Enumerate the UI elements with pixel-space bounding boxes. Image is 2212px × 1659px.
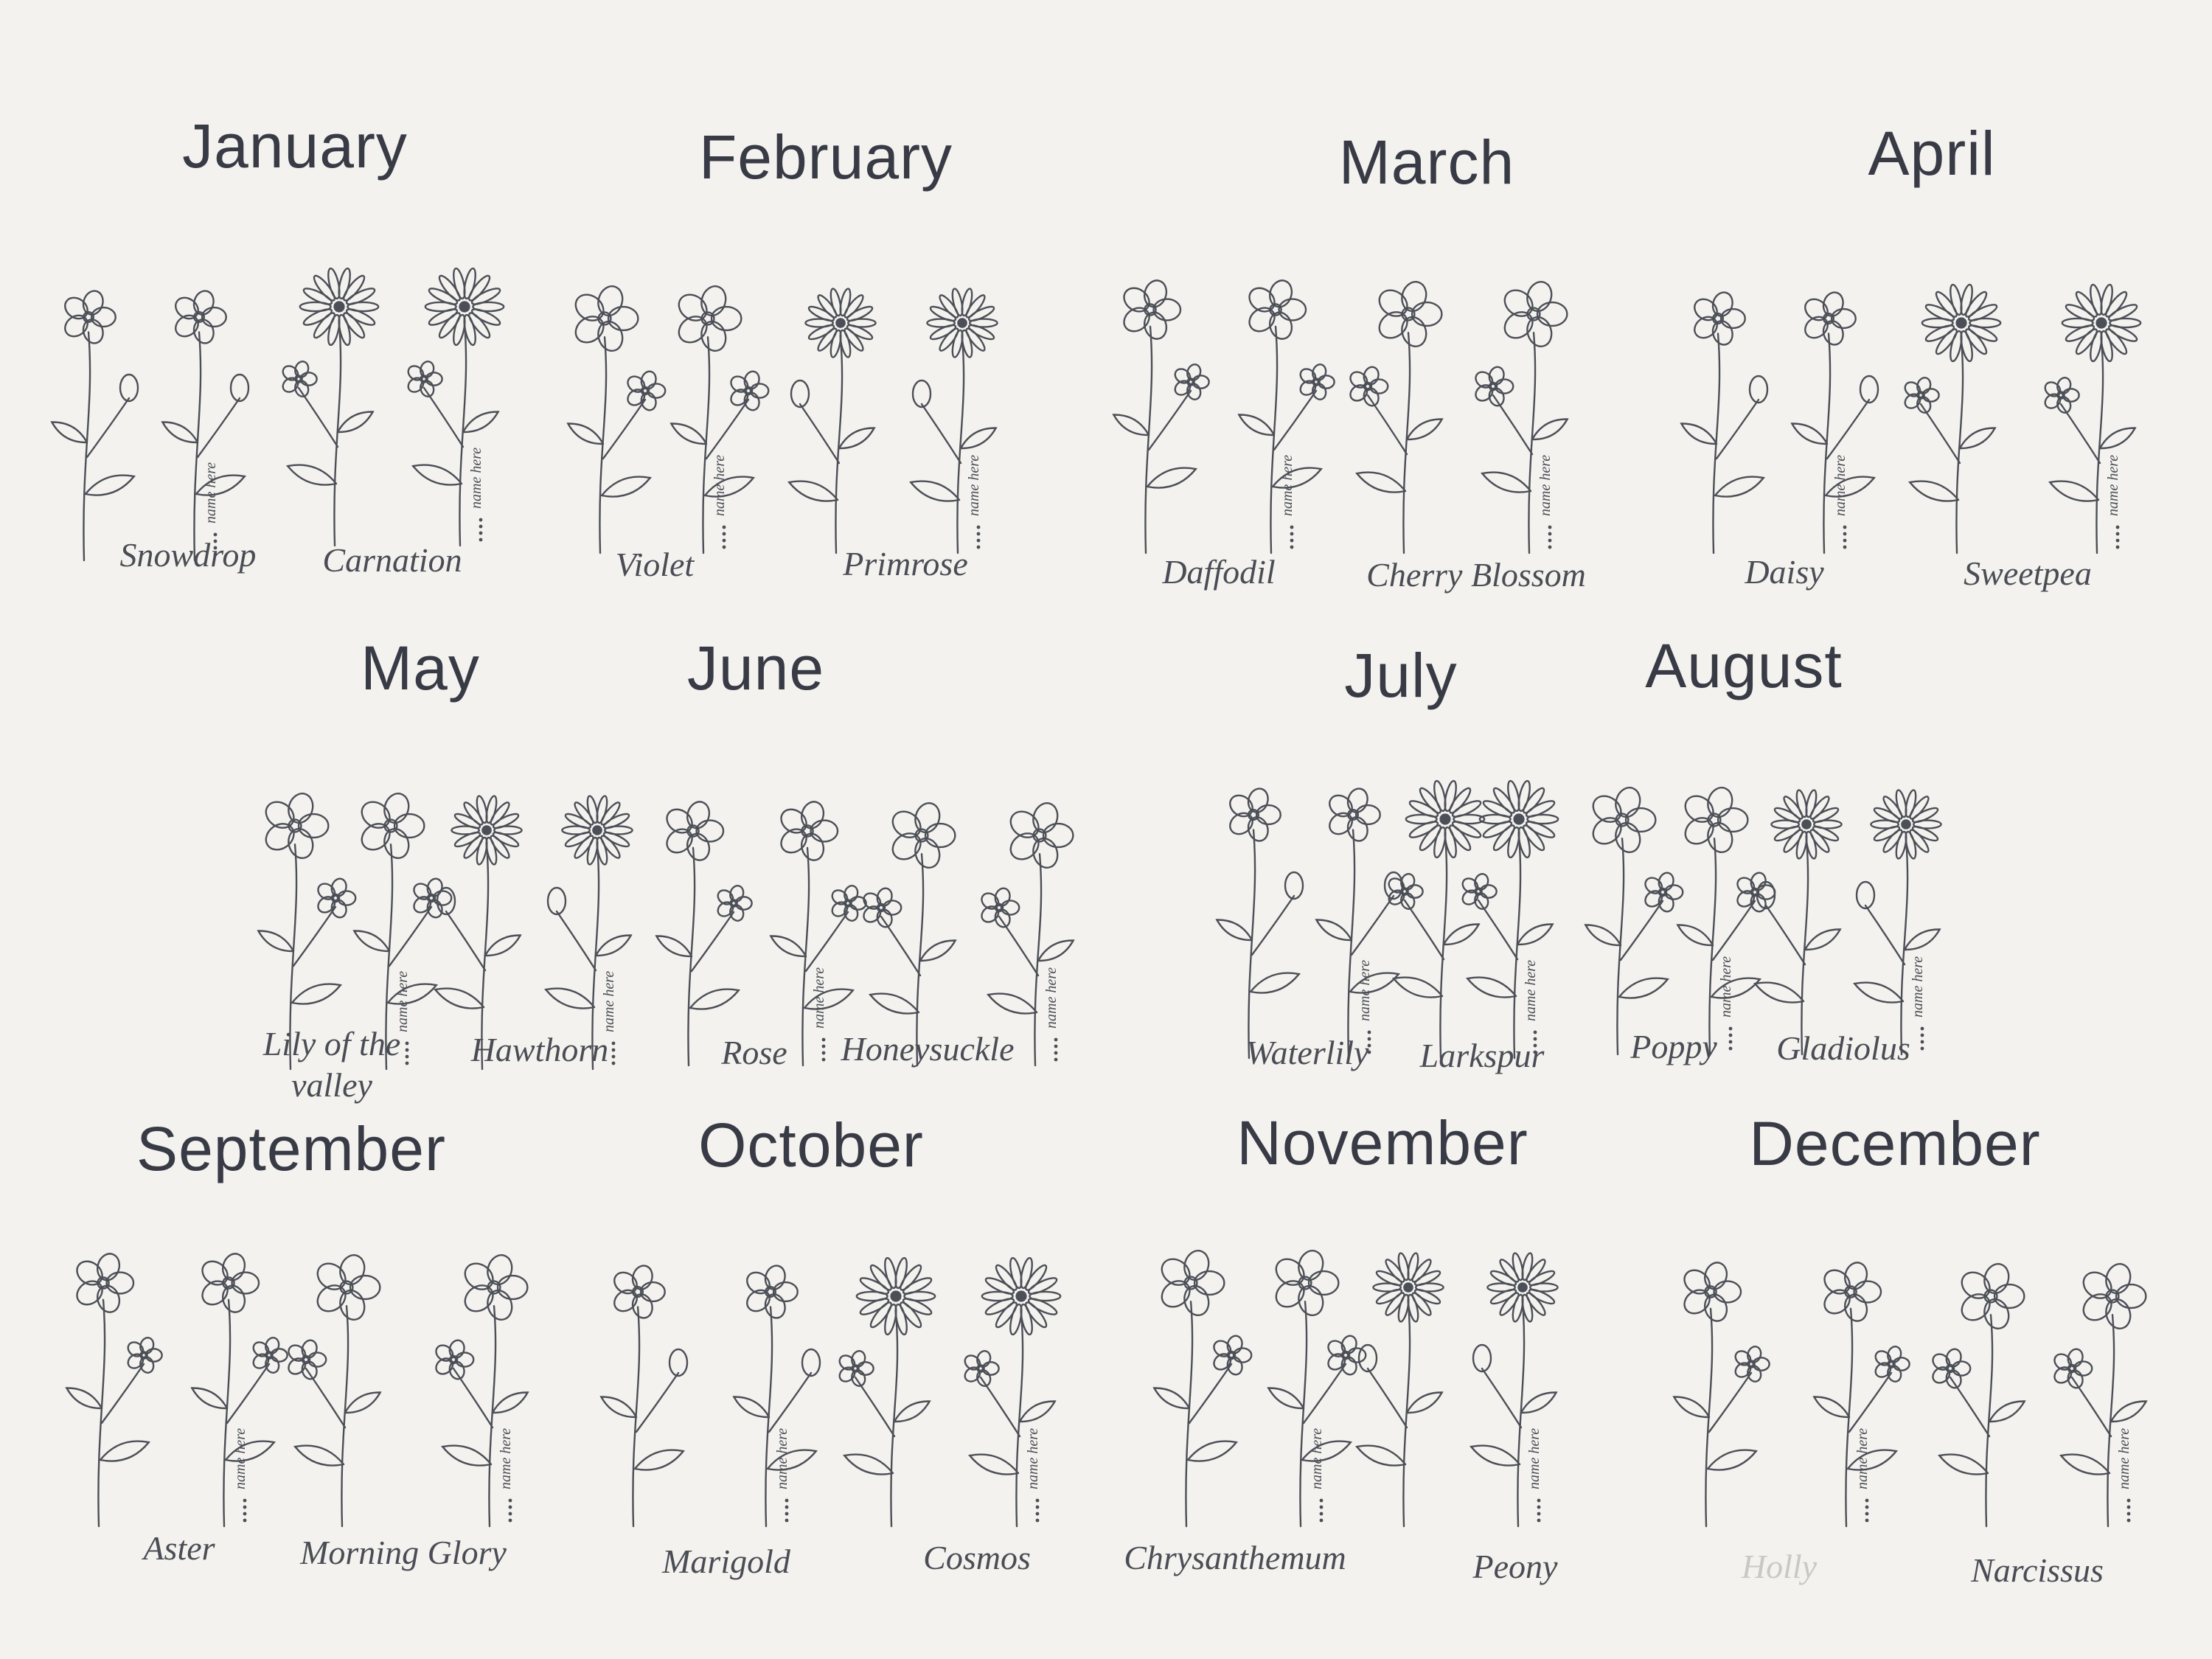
- name-here-text: name here: [1357, 959, 1373, 1021]
- stem-icon: [1300, 1301, 1307, 1526]
- flower-name-daffodil: Daffodil: [1162, 553, 1276, 591]
- leaf-icon: [66, 1388, 102, 1408]
- carnation-name-stem-illustration: [383, 251, 546, 560]
- stem-dot-icon: [785, 1512, 789, 1516]
- leaf-icon: [1239, 414, 1274, 435]
- name-here-text: name here: [498, 1427, 514, 1489]
- leaf-icon: [961, 428, 996, 448]
- leaf-icon: [1939, 1455, 1988, 1475]
- stem-dot-icon: [1036, 1506, 1040, 1509]
- leaf-icon: [1792, 423, 1827, 444]
- stem-icon: [1528, 333, 1535, 553]
- stem-dot-icon: [1548, 539, 1552, 543]
- leaf-icon: [656, 936, 692, 956]
- stem-dot-icon: [723, 526, 726, 529]
- leaf-icon: [1677, 925, 1713, 945]
- stem-dot-icon: [1537, 1512, 1541, 1516]
- stem-dot-icon: [2116, 546, 2120, 549]
- stem-dot-icon: [1865, 1519, 1869, 1523]
- stem-icon: [223, 1300, 230, 1526]
- sweetpea-illustration: [1880, 258, 2042, 568]
- stem-icon: [1348, 830, 1354, 1058]
- stem-dot-icon: [2127, 1519, 2131, 1523]
- bud-icon: [669, 1349, 687, 1376]
- leaf-icon: [1989, 1401, 2025, 1422]
- stem-dot-icon: [1320, 1506, 1324, 1509]
- flower-head-icon: [962, 1349, 999, 1388]
- leaf-icon: [1407, 1392, 1442, 1413]
- stem-icon: [1270, 327, 1277, 553]
- stem-dot-icon: [977, 539, 981, 543]
- leaf-icon: [1357, 1446, 1405, 1466]
- stem-dot-icon: [509, 1499, 512, 1503]
- stem-dot-icon: [1054, 1038, 1058, 1042]
- name-here-text: name here: [1718, 956, 1734, 1018]
- flower-name-snowdrop: Snowdrop: [119, 536, 257, 574]
- flower-head-icon: [1472, 365, 1513, 408]
- month-title-august: August: [1645, 631, 1843, 700]
- leaf-icon: [493, 1392, 528, 1413]
- leaf-icon: [1521, 1392, 1557, 1413]
- flower-head-icon: [978, 886, 1019, 929]
- leaf-icon: [52, 422, 87, 442]
- stem-dot-icon: [1036, 1519, 1040, 1523]
- stem-dot-icon: [1921, 1027, 1924, 1031]
- stem-dot-icon: [2127, 1512, 2131, 1516]
- leaf-icon: [413, 465, 462, 485]
- leaf-icon: [988, 994, 1037, 1014]
- leaf-icon: [1357, 473, 1405, 493]
- stem-icon: [1617, 838, 1624, 1054]
- stem-dot-icon: [479, 538, 483, 542]
- flower-name-waterlily: Waterlily: [1245, 1034, 1369, 1071]
- stem-dot-icon: [822, 1058, 826, 1062]
- flower-name-cosmos: Cosmos: [923, 1539, 1031, 1576]
- name-here-text: name here: [1043, 967, 1060, 1029]
- leaf-icon: [1674, 1397, 1709, 1417]
- leaf-icon: [1020, 1401, 1055, 1422]
- name-here-text: name here: [712, 454, 728, 516]
- flower-head-icon: [837, 1349, 874, 1388]
- name-here-text: name here: [1910, 956, 1926, 1018]
- flower-name-aster: Aster: [143, 1529, 215, 1567]
- leaf-icon: [546, 989, 594, 1009]
- morning-glory-name-stem-illustration: [413, 1231, 575, 1541]
- leaf-icon: [1407, 419, 1442, 439]
- morning-glory-illustration: [265, 1231, 428, 1541]
- stem-dot-icon: [509, 1519, 512, 1523]
- flower-name-violet: Violet: [615, 546, 695, 583]
- name-here-text: name here: [601, 970, 617, 1032]
- stem-dot-icon: [2116, 532, 2120, 536]
- stem-dot-icon: [1921, 1047, 1924, 1051]
- name-here-text: name here: [1025, 1427, 1041, 1489]
- stem-dot-icon: [1865, 1506, 1869, 1509]
- leaf-icon: [1394, 978, 1442, 998]
- stem-dot-icon: [1290, 526, 1294, 529]
- leaf-icon: [894, 1401, 930, 1422]
- leaf-icon: [870, 994, 919, 1014]
- stem-icon: [1403, 1302, 1410, 1526]
- month-title-may: May: [361, 633, 480, 703]
- stem-icon: [489, 1306, 495, 1526]
- name-here-text: name here: [1523, 959, 1539, 1021]
- leaf-icon: [839, 428, 874, 448]
- bud-icon: [791, 380, 809, 407]
- stem-dot-icon: [1548, 532, 1552, 536]
- stem-dot-icon: [785, 1519, 789, 1523]
- flower-name-primrose: Primrose: [843, 545, 968, 582]
- name-here-text: name here: [394, 970, 411, 1032]
- flower-name-cherry-blossom: Cherry Blossom: [1366, 556, 1586, 594]
- leaf-icon: [485, 935, 521, 956]
- leaf-icon: [1113, 414, 1149, 435]
- stem-icon: [1186, 1301, 1192, 1526]
- leaf-icon: [1814, 1397, 1849, 1417]
- stem-dot-icon: [977, 526, 981, 529]
- leaf-icon: [635, 1450, 684, 1470]
- flower-head-icon: [1902, 376, 1939, 414]
- stem-icon: [194, 332, 201, 560]
- leaf-icon: [1585, 925, 1621, 945]
- stem-dot-icon: [723, 546, 726, 549]
- leaf-icon: [2061, 1455, 2110, 1475]
- leaf-icon: [1708, 1450, 1756, 1470]
- name-here-text: name here: [1526, 1427, 1543, 1489]
- flower-head-icon: [1386, 872, 1423, 911]
- stem-dot-icon: [822, 1038, 826, 1042]
- stem-dot-icon: [1290, 539, 1294, 543]
- month-title-april: April: [1868, 119, 1996, 188]
- name-here-text: name here: [774, 1427, 790, 1489]
- leaf-icon: [601, 1397, 636, 1417]
- stem-dot-icon: [822, 1045, 826, 1048]
- leaf-icon: [1532, 419, 1568, 439]
- narcissus-name-stem-illustration: [2031, 1231, 2194, 1541]
- stem-dot-icon: [1548, 526, 1552, 529]
- stem-dot-icon: [1054, 1045, 1058, 1048]
- leaf-icon: [345, 1392, 380, 1413]
- stem-icon: [1403, 333, 1410, 553]
- leaf-icon: [2100, 428, 2135, 448]
- month-title-january: January: [182, 111, 408, 181]
- name-here-text: name here: [1279, 454, 1295, 516]
- flower-head-icon: [285, 1338, 326, 1381]
- stem-dot-icon: [1843, 546, 1847, 549]
- flower-head-icon: [406, 360, 442, 398]
- cosmos-name-stem-illustration: [940, 1231, 1102, 1541]
- stem-icon: [599, 337, 606, 553]
- leaf-icon: [1038, 940, 1074, 961]
- leaf-icon: [288, 465, 336, 485]
- leaf-icon: [1154, 1388, 1189, 1408]
- leaf-icon: [100, 1441, 149, 1461]
- name-here-text: name here: [468, 447, 484, 509]
- stem-dot-icon: [1537, 1519, 1541, 1523]
- leaf-icon: [258, 931, 293, 951]
- stem-icon: [334, 324, 341, 546]
- stem-dot-icon: [1921, 1034, 1924, 1037]
- month-title-october: October: [698, 1110, 924, 1180]
- cherry-blossom-name-stem-illustration: [1453, 258, 1615, 568]
- stem-dot-icon: [1548, 546, 1552, 549]
- name-here-text: name here: [811, 967, 827, 1029]
- peony-name-stem-illustration: [1441, 1231, 1604, 1541]
- stem-dot-icon: [2127, 1499, 2131, 1503]
- month-title-september: September: [136, 1114, 446, 1183]
- leaf-icon: [2111, 1401, 2146, 1422]
- stem-dot-icon: [243, 1499, 247, 1503]
- stem-dot-icon: [509, 1512, 512, 1516]
- flower-head-icon: [280, 360, 317, 398]
- flower-name-holly: Holly: [1741, 1548, 1818, 1585]
- flower-head-icon: [860, 886, 901, 929]
- stem-dot-icon: [1036, 1499, 1040, 1503]
- flower-name-peony: Peony: [1472, 1548, 1558, 1585]
- stem-icon: [341, 1306, 348, 1526]
- stem-dot-icon: [822, 1051, 826, 1055]
- leaf-icon: [844, 1455, 893, 1475]
- stem-dot-icon: [509, 1506, 512, 1509]
- stem-dot-icon: [785, 1499, 789, 1503]
- name-here-text: name here: [2116, 1427, 2132, 1489]
- stem-dot-icon: [1921, 1040, 1924, 1044]
- sweetpea-name-stem-illustration: [2020, 258, 2183, 568]
- stem-dot-icon: [1320, 1519, 1324, 1523]
- stem-dot-icon: [1534, 1031, 1537, 1034]
- stem-dot-icon: [1537, 1499, 1541, 1503]
- stem-icon: [1514, 836, 1520, 1058]
- bud-icon: [1473, 1345, 1491, 1371]
- stem-dot-icon: [977, 546, 981, 549]
- month-title-november: November: [1237, 1108, 1528, 1178]
- stem-dot-icon: [243, 1512, 247, 1516]
- name-here-text: name here: [966, 454, 982, 516]
- flower-head-icon: [433, 1338, 473, 1381]
- stem-dot-icon: [1320, 1512, 1324, 1516]
- leaf-icon: [734, 1397, 769, 1417]
- leaf-icon: [1960, 428, 1995, 448]
- month-title-july: July: [1344, 641, 1458, 710]
- stem-dot-icon: [977, 532, 981, 536]
- bud-icon: [231, 375, 248, 401]
- stem-dot-icon: [1054, 1051, 1058, 1055]
- flower-name-rose: Rose: [721, 1034, 787, 1071]
- flower-name-larkspur: Larkspur: [1419, 1037, 1545, 1074]
- stem-icon: [83, 332, 90, 560]
- flower-name-chrysanthemum: Chrysanthemum: [1124, 1539, 1346, 1576]
- leaf-icon: [568, 423, 603, 444]
- leaf-icon: [970, 1455, 1018, 1475]
- stem-icon: [1517, 1302, 1524, 1526]
- flower-head-icon: [1460, 872, 1497, 911]
- leaf-icon: [435, 989, 484, 1009]
- flower-head-icon: [1733, 1345, 1770, 1383]
- gladiolus-name-stem-illustration: [1825, 759, 1987, 1069]
- stem-dot-icon: [1290, 532, 1294, 536]
- leaf-icon: [1147, 468, 1196, 488]
- stem-dot-icon: [1537, 1506, 1541, 1509]
- holly-illustration: [1630, 1231, 1792, 1541]
- leaf-icon: [1910, 481, 1958, 501]
- leaf-icon: [1755, 983, 1804, 1003]
- leaf-icon: [1681, 423, 1717, 444]
- leaf-icon: [911, 481, 959, 501]
- flower-name-gladiolus: Gladiolus: [1776, 1029, 1910, 1067]
- flower-name-poppy: Poppy: [1630, 1028, 1717, 1065]
- bud-icon: [1757, 882, 1775, 908]
- stem-dot-icon: [723, 539, 726, 543]
- stem-dot-icon: [479, 525, 483, 529]
- stem-dot-icon: [1320, 1499, 1324, 1503]
- stem-dot-icon: [2127, 1506, 2131, 1509]
- flower-name-hawthorn: Hawthorn: [470, 1031, 609, 1068]
- stem-dot-icon: [1865, 1512, 1869, 1516]
- stem-dot-icon: [2116, 539, 2120, 543]
- leaf-icon: [295, 1446, 344, 1466]
- stem-dot-icon: [243, 1519, 247, 1523]
- name-here-text: name here: [203, 462, 219, 524]
- stem-icon: [1709, 838, 1716, 1054]
- flower-name-narcissus: Narcissus: [1971, 1551, 2104, 1589]
- stem-dot-icon: [1843, 532, 1847, 536]
- name-here-text: name here: [232, 1427, 248, 1489]
- leaf-icon: [1471, 1446, 1520, 1466]
- bud-icon: [913, 380, 931, 407]
- flower-head-icon: [1873, 1345, 1910, 1383]
- stem-dot-icon: [1036, 1512, 1040, 1516]
- flower-name-marigold: Marigold: [662, 1543, 790, 1580]
- leaf-icon: [463, 411, 498, 432]
- stem-dot-icon: [1054, 1058, 1058, 1062]
- leaf-icon: [2050, 481, 2098, 501]
- leaf-icon: [1268, 1388, 1304, 1408]
- stem-icon: [98, 1300, 105, 1526]
- month-title-march: March: [1338, 128, 1515, 197]
- leaf-icon: [162, 422, 198, 442]
- bud-icon: [1860, 376, 1878, 403]
- bud-icon: [437, 888, 455, 914]
- name-here-text: name here: [1309, 1427, 1325, 1489]
- stem-dot-icon: [1843, 526, 1847, 529]
- stem-dot-icon: [723, 532, 726, 536]
- flower-head-icon: [1930, 1347, 1970, 1390]
- name-here-text: name here: [1832, 454, 1848, 516]
- stem-icon: [1145, 327, 1152, 553]
- leaf-icon: [1482, 473, 1531, 493]
- leaf-icon: [1217, 919, 1252, 940]
- stem-dot-icon: [479, 532, 483, 535]
- flower-name-morning-glory: Morning Glory: [300, 1534, 507, 1571]
- leaf-icon: [671, 423, 706, 444]
- flower-head-icon: [2051, 1347, 2092, 1390]
- flower-name-lily-of-the-valley: Lily of the valley: [262, 1025, 401, 1104]
- name-here-text: name here: [2105, 454, 2121, 516]
- name-here-text: name here: [1537, 454, 1554, 516]
- leaf-icon: [771, 936, 806, 956]
- month-title-december: December: [1749, 1109, 2041, 1178]
- leaf-icon: [192, 1388, 227, 1408]
- stem-icon: [459, 324, 466, 546]
- stem-dot-icon: [1843, 539, 1847, 543]
- stem-dot-icon: [479, 518, 483, 522]
- flower-head-icon: [2042, 376, 2079, 414]
- leaf-icon: [920, 940, 956, 961]
- stem-dot-icon: [2116, 526, 2120, 529]
- flower-name-daisy: Daisy: [1745, 553, 1824, 591]
- leaf-icon: [338, 411, 373, 432]
- month-title-february: February: [698, 122, 953, 192]
- flower-name-carnation: Carnation: [322, 541, 462, 579]
- holly-name-stem-illustration: [1770, 1231, 1932, 1541]
- stem-icon: [1248, 830, 1255, 1058]
- leaf-icon: [1316, 919, 1352, 940]
- leaf-icon: [789, 481, 838, 501]
- month-title-june: June: [686, 633, 825, 703]
- leaf-icon: [1854, 983, 1903, 1003]
- stem-dot-icon: [1290, 546, 1294, 549]
- bud-icon: [548, 888, 566, 914]
- name-here-text: name here: [1854, 1427, 1871, 1489]
- snowdrop-name-stem-illustration: [118, 265, 280, 575]
- stem-dot-icon: [1865, 1499, 1869, 1503]
- bud-icon: [1359, 1345, 1377, 1371]
- leaf-icon: [1467, 978, 1516, 998]
- stem-icon: [703, 337, 709, 553]
- leaf-icon: [442, 1446, 491, 1466]
- flower-name-honeysuckle: Honeysuckle: [841, 1030, 1015, 1068]
- flower-name-sweetpea: Sweetpea: [1964, 554, 2092, 592]
- leaf-icon: [1905, 929, 1940, 950]
- primrose-name-stem-illustration: [881, 258, 1043, 568]
- flower-head-icon: [1347, 365, 1388, 408]
- stem-dot-icon: [785, 1506, 789, 1509]
- leaf-icon: [354, 931, 389, 951]
- stem-dot-icon: [243, 1506, 247, 1509]
- bud-icon: [1857, 882, 1874, 908]
